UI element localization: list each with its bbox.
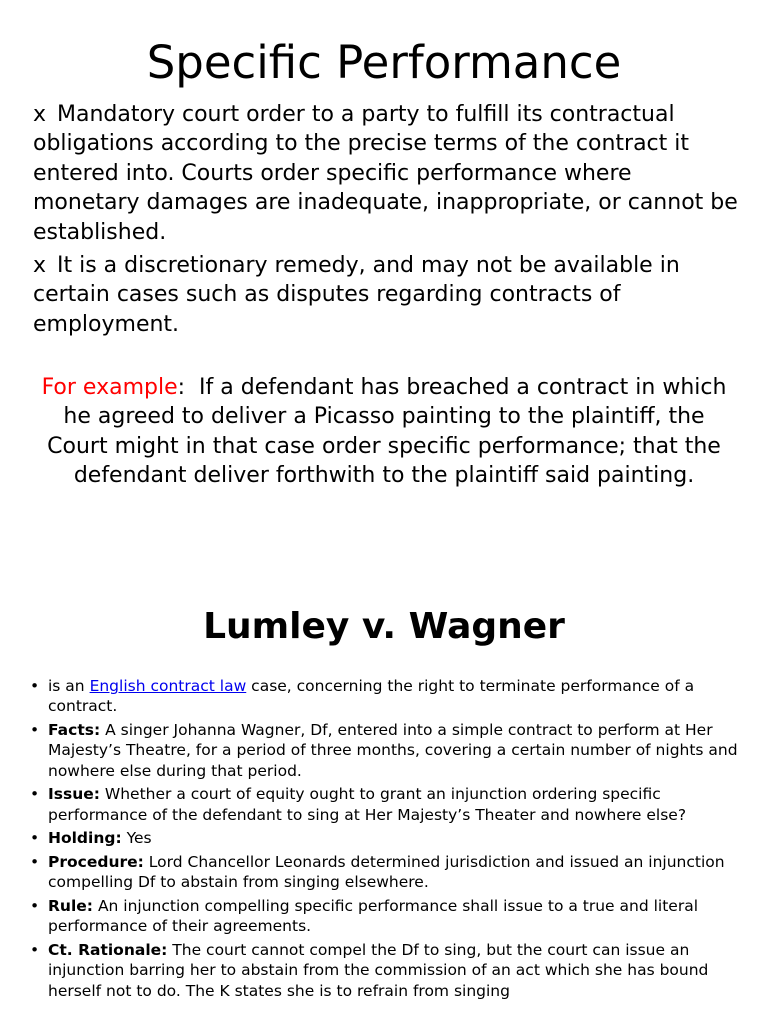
intro-after: case, concerning the right to terminate performance of a contract. [48, 677, 695, 716]
case-brief-list [30, 676, 746, 1004]
bullet-dot: • [30, 853, 40, 871]
list-item-facts [30, 720, 746, 781]
list-item-issue [30, 784, 746, 825]
bullet-discretionary [33, 251, 745, 339]
item-term: Rule: [48, 897, 93, 915]
example-paragraph [30, 373, 738, 491]
item-term: Issue: [48, 785, 100, 804]
bullet-dot: • [30, 677, 40, 695]
bullet-dot: • [30, 785, 40, 804]
bullet-text: It is a discretionary remedy, and may not be available in certain cases such as disputes regarding contracts of employment. [33, 253, 680, 337]
list-item-procedure [30, 852, 746, 893]
bullet-dot: • [30, 721, 40, 739]
bullet-definition [33, 100, 745, 247]
bullet-text: Mandatory court order to a party to fulfill its contractual obligations according to the precise terms of the contract it entered into. Courts order specific performance where monetary damages are inadequate, inappropriate, or cannot be established. [33, 102, 738, 245]
item-text: Whether a court of equity ought to grant an injunction ordering specific performance of the defendant to sing at Her Majesty’s Theater and nowhere else? [48, 785, 687, 824]
list-item-rationale [30, 940, 746, 1001]
example-lead: For example [41, 375, 178, 400]
bullet-dot: • [30, 897, 40, 915]
slide-title-specific-performance: Specific Performance [146, 36, 622, 89]
example-text: If a defendant has breached a contract in which he agreed to deliver a Picasso painting to the plaintiff, the Court might in that case order specific performance; that the defendant deliver forthwith to the plaintiff said painting. [47, 375, 727, 489]
bullet-marker: x [33, 253, 47, 279]
english-contract-law-link[interactable]: English contract law [89, 677, 247, 695]
item-term: Procedure: [48, 853, 144, 871]
specific-performance-bullets [33, 100, 745, 343]
item-text: The court cannot compel the Df to sing, but the court can issue an injunction barring her to abstain from the commission of an act which she has bound herself not to do. The K states she is to refrain from singing [48, 941, 709, 1000]
item-text: Lord Chancellor Leonards determined jurisdiction and issued an injunction compelling Df to abstain from singing elsewhere. [48, 853, 725, 892]
bullet-marker: x [33, 102, 47, 127]
item-text: A singer Johanna Wagner, Df, entered into a simple contract to perform at Her Majesty’s Theatre, for a period of three months, covering a certain number of nights and nowhere else during that period. [48, 721, 738, 780]
item-text: An injunction compelling specific performance shall issue to a true and literal performance of their agreements. [48, 897, 699, 936]
bullet-dot: • [30, 941, 40, 959]
slide-title-lumley-v-wagner: Lumley v. Wagner [203, 606, 565, 647]
item-term: Ct. Rationale: [48, 941, 168, 959]
list-item-holding [30, 828, 746, 848]
list-item-intro [30, 676, 746, 717]
item-term: Facts: [48, 721, 101, 739]
example-colon: : [177, 375, 186, 400]
item-text: Yes [126, 829, 152, 848]
list-item-rule [30, 896, 746, 937]
bullet-dot: • [30, 829, 40, 848]
intro-before: is an [48, 677, 90, 695]
item-term: Holding: [48, 829, 122, 848]
